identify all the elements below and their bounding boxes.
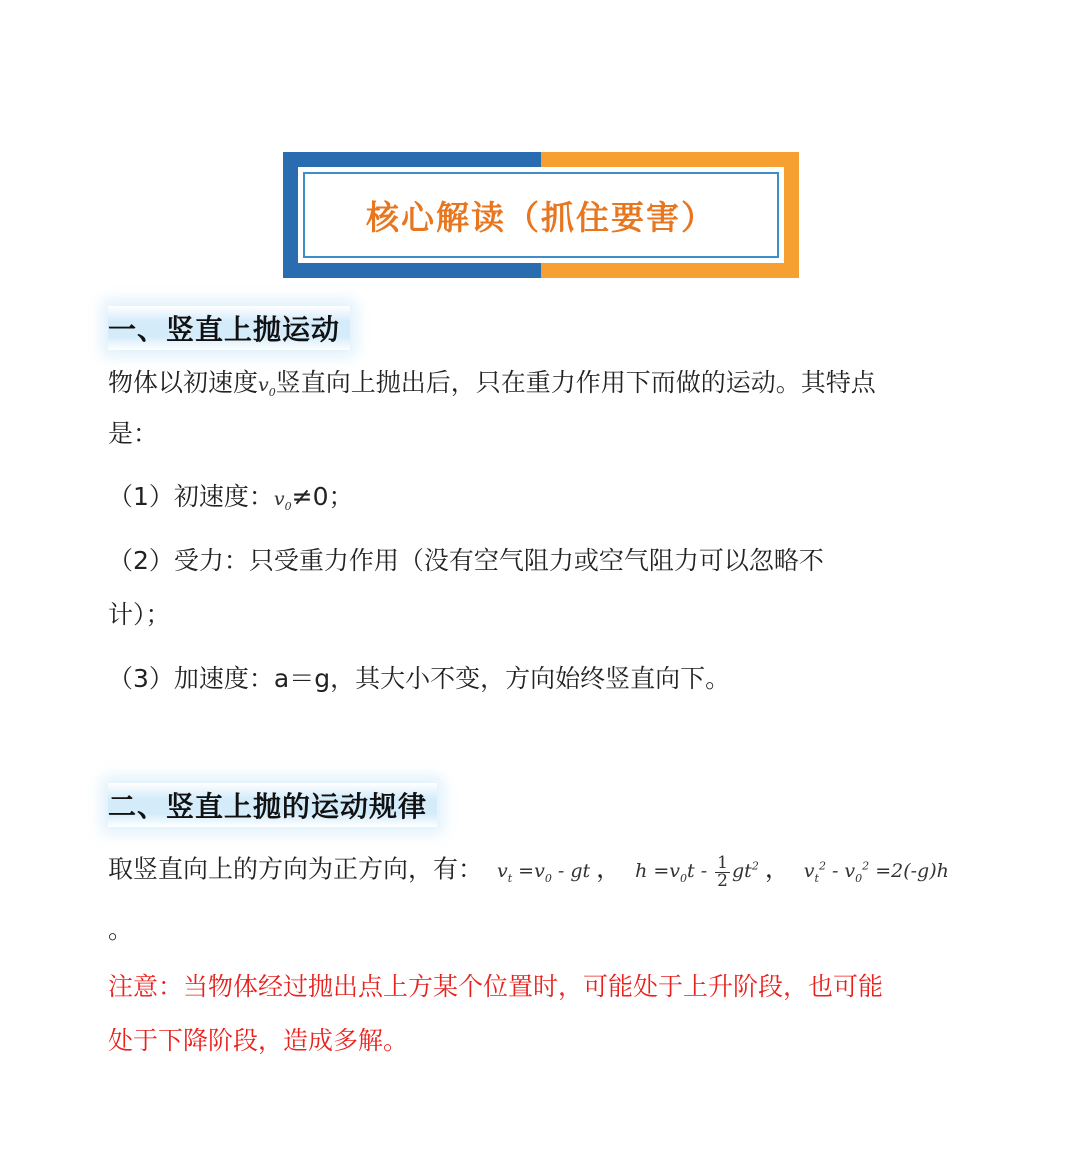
v0-symbol: $v_0$ xyxy=(258,374,276,399)
section1-intro-line1: 物体以初速度$v_0$竖直向上抛出后，只在重力作用下而做的运动。其特点 xyxy=(108,368,876,399)
displacement-equation: $h =v_0t$ - $\frac{1}{2}$ $gt^2$ xyxy=(635,852,759,891)
item-force-line1: （2）受力：只受重力作用（没有空气阻力或空气阻力可以忽略不 xyxy=(108,546,824,575)
banner-frame xyxy=(303,172,779,258)
v0-symbol: $v_0$ xyxy=(273,488,292,513)
velocity-equation: $v_t =v_0$ - gt xyxy=(496,860,591,886)
motion-equations-line: 取竖直向上的方向为正方向，有： $v_t =v_0$ - gt ， $h =v_0t$ - $\frac{1}{2}$ $gt^2$ ， $v_t^2 - v_0^2 =2(-g)h$ xyxy=(108,852,949,891)
section1-intro-line2: 是： xyxy=(108,419,159,448)
title-banner xyxy=(283,152,799,278)
note-line2: 处于下降阶段，造成多解。 xyxy=(108,1026,409,1055)
velocity-displacement-equation: $v_t^2 - v_0^2 =2(-g)h$ xyxy=(803,860,949,886)
item-acceleration: （3）加速度：a＝g，其大小不变，方向始终竖直向下。 xyxy=(108,664,731,693)
section1-heading: 一、竖直上抛运动 xyxy=(108,306,350,350)
equations-period: 。 xyxy=(108,915,134,944)
section2-heading: 二、竖直上抛的运动规律 xyxy=(108,783,437,827)
banner-inner xyxy=(298,167,784,263)
item-force-line2: 计）； xyxy=(108,600,171,629)
banner-title: 核心解读（抓住要害） xyxy=(366,197,716,237)
note-line1: 注意：当物体经过抛出点上方某个位置时，可能处于上升阶段，也可能 xyxy=(108,972,884,1001)
item-initial-velocity: （1）初速度：$v_0\ne 0$； xyxy=(108,482,354,513)
